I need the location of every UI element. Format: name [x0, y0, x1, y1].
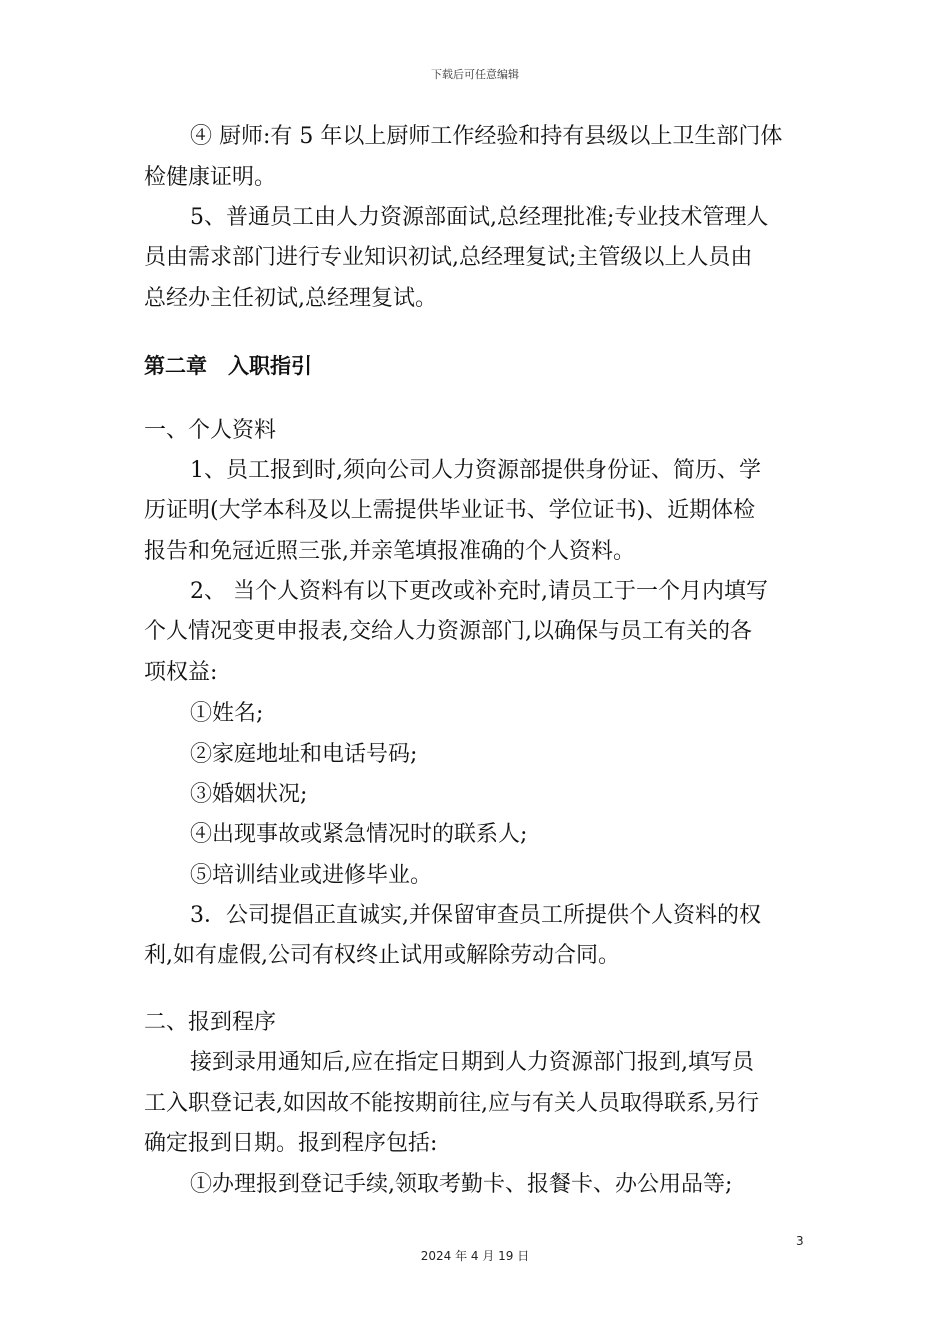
chapter-title: 第二章 入职指引	[144, 354, 312, 378]
list-item: ①姓名;	[190, 701, 264, 726]
list-item: ④出现事故或紧急情况时的联系人;	[190, 822, 528, 847]
text-line: 1、员工报到时,须向公司人力资源部提供身份证、简历、学	[190, 458, 761, 483]
section-title: 一、个人资料	[144, 418, 277, 443]
text-line: 历证明(大学本科及以上需提供毕业证书、学位证书)、近期体检	[144, 498, 756, 523]
list-item: ②家庭地址和电话号码;	[190, 742, 418, 767]
page-number: 3	[796, 1234, 804, 1248]
text-line: 接到录用通知后,应在指定日期到人力资源部门报到,填写员	[190, 1050, 754, 1075]
text-line: 员由需求部门进行专业知识初试,总经理复试;主管级以上人员由	[144, 245, 753, 270]
footer-date: 2024 年 4 月 19 日	[420, 1249, 530, 1263]
text-line: ④ 厨师:有 5 年以上厨师工作经验和持有县级以上卫生部门体	[190, 124, 783, 149]
list-item: ①办理报到登记手续,领取考勤卡、报餐卡、办公用品等;	[190, 1172, 733, 1197]
text-line: 个人情况变更申报表,交给人力资源部门,以确保与员工有关的各	[144, 619, 752, 644]
text-line: 工入职登记表,如因故不能按期前往,应与有关人员取得联系,另行	[144, 1091, 759, 1116]
text-line: 2、 当个人资料有以下更改或补充时,请员工于一个月内填写	[190, 579, 768, 604]
text-line: 检健康证明。	[144, 165, 277, 190]
text-line: 5、普通员工由人力资源部面试,总经理批准;专业技术管理人	[190, 205, 769, 230]
text-line: 3．公司提倡正直诚实,并保留审查员工所提供个人资料的权	[190, 903, 761, 928]
text-line: 总经办主任初试,总经理复试。	[144, 286, 437, 311]
text-line: 项权益:	[144, 660, 218, 685]
section-title: 二、报到程序	[144, 1010, 277, 1035]
list-item: ⑤培训结业或进修毕业。	[190, 863, 433, 888]
page-header: 下载后可任意编辑	[431, 68, 519, 81]
text-line: 利,如有虚假,公司有权终止试用或解除劳动合同。	[144, 943, 620, 968]
text-line: 确定报到日期。报到程序包括:	[144, 1131, 438, 1156]
text-line: 报告和免冠近照三张,并亲笔填报准确的个人资料。	[144, 539, 635, 564]
list-item: ③婚姻状况;	[190, 782, 308, 807]
